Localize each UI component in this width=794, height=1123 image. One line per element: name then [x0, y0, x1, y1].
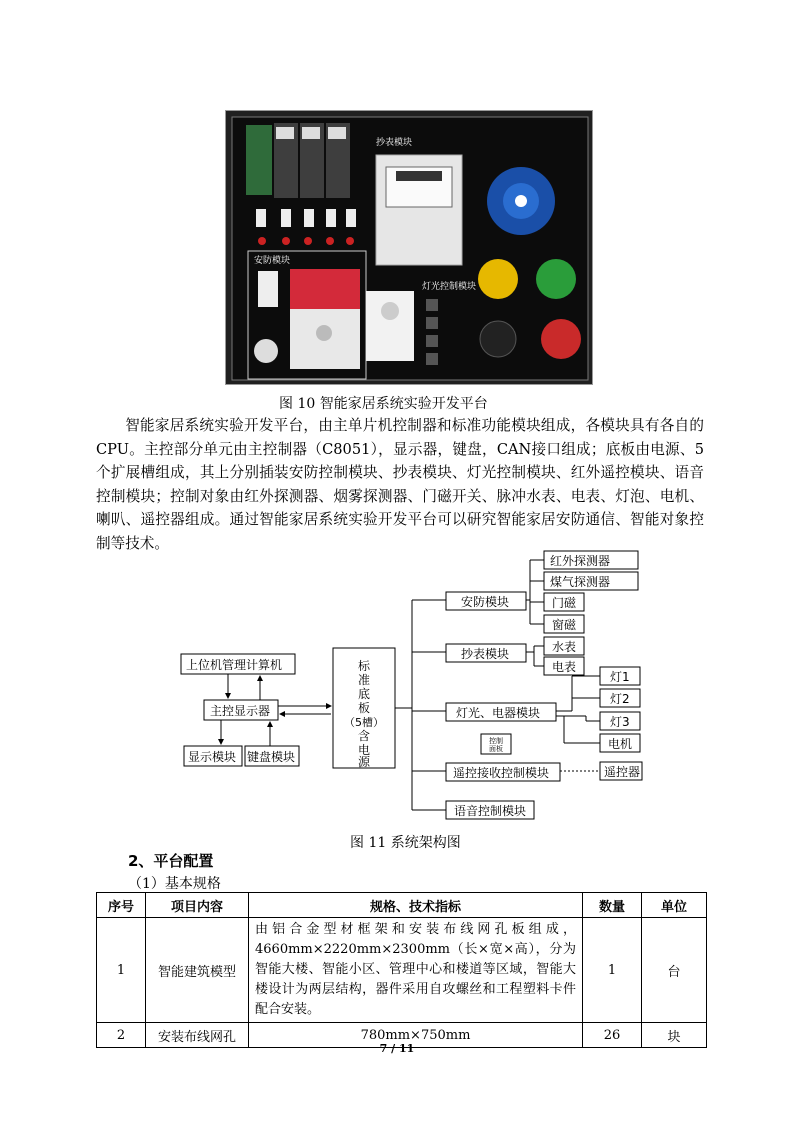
- section-title: 2、平台配置: [128, 852, 214, 870]
- backplane-slots: （5槽）: [344, 716, 384, 729]
- platform-illustration: [226, 111, 593, 385]
- col-header-unit: 单位: [642, 893, 707, 918]
- backplane-char-6: 电: [357, 743, 371, 757]
- backplane-char-0: 标: [357, 659, 371, 673]
- cell-spec: 780mm×750mm: [249, 1023, 583, 1048]
- cell-unit: 台: [642, 918, 707, 1023]
- lamp-3-box: 灯3: [610, 715, 630, 729]
- backplane-char-3: 板: [357, 701, 371, 715]
- table-header-row: [97, 893, 707, 918]
- voice-module-box: 语音控制模块: [454, 804, 527, 818]
- cell-qty: 26: [583, 1023, 642, 1048]
- motor-box: 电机: [608, 737, 633, 751]
- cell-index: 2: [97, 1023, 146, 1048]
- platform-photo: [225, 110, 593, 385]
- gas-detector-box: 煤气探测器: [550, 575, 611, 589]
- cell-unit: 块: [642, 1023, 707, 1048]
- control-panel-line-2: 面板: [489, 745, 503, 753]
- display-module-label: 显示模块: [188, 750, 237, 764]
- system-architecture-diagram: [176, 548, 656, 824]
- figure-10-caption: 图 10 智能家居系统实验开发平台: [279, 396, 488, 412]
- intro-paragraph: 智能家居系统实验开发平台，由主单片机控制器和标准功能模块组成，各模块具有各自的CPU。主控部分单元由主控制器（C8051），显示器，键盘，CAN接口组成；底板由电源、5个扩展槽组成，其上分别插装安防控制模块、抄表模块、灯光控制模块、红外遥控模块、语音控制模块；控制对象由红外探测器、烟雾探测器、门磁开关、脉冲水表、电表、灯泡、电机、喇叭、遥控器组成。通过智能家居系统实验开发平台可以研究智能家居安防通信、智能对象控制等技术。: [96, 417, 704, 552]
- infrared-detector-box: 红外探测器: [550, 554, 611, 568]
- spec-table: [96, 892, 707, 1048]
- backplane-char-1: 准: [357, 673, 371, 687]
- backplane-char-7: 源: [357, 755, 371, 769]
- keyboard-module-label: 键盘模块: [247, 750, 296, 764]
- remote-module-box: 遥控接收控制模块: [453, 766, 550, 780]
- light-module-label: 灯光控制模块: [422, 282, 477, 292]
- col-header-spec: 规格、技术指标: [249, 893, 583, 918]
- cell-item: 安装布线网孔: [146, 1023, 249, 1048]
- meter-module-label: 抄表模块: [376, 138, 413, 148]
- col-header-qty: 数量: [583, 893, 642, 918]
- subsection-title: （1）基本规格: [128, 876, 221, 892]
- lamp-1-box: 灯1: [610, 670, 630, 684]
- meter-module-box: 抄表模块: [461, 647, 510, 661]
- main-display-label: 主控显示器: [210, 704, 271, 718]
- security-module-box: 安防模块: [461, 595, 510, 609]
- backplane-char-2: 底: [357, 687, 371, 701]
- door-sensor-box: 门磁: [552, 596, 577, 610]
- lamp-2-box: 灯2: [610, 692, 630, 706]
- remote-controller-box: 遥控器: [604, 765, 641, 779]
- cell-index: 1: [97, 918, 146, 1023]
- cell-item: 智能建筑模型: [146, 918, 249, 1023]
- window-sensor-box: 窗磁: [552, 618, 577, 632]
- page-number: 7 / 11: [379, 1042, 415, 1055]
- electric-meter-box: 电表: [552, 660, 577, 674]
- light-module-box: 灯光、电器模块: [456, 706, 541, 720]
- security-module-label: 安防模块: [254, 256, 291, 266]
- col-header-index: 序号: [97, 893, 146, 918]
- water-meter-box: 水表: [552, 640, 577, 654]
- table-row: [97, 918, 707, 1023]
- cell-spec: 由铝合金型材框架和安装布线网孔板组成，4660mm×2220mm×2300mm（长×宽×高），分为智能大楼、智能小区、管理中心和楼道等区域，智能大楼设计为两层结构，器件采用自攻螺丝和工程塑料卡件配合安装。: [249, 918, 583, 1023]
- figure-11-caption: 图 11 系统架构图: [350, 835, 461, 851]
- cell-qty: 1: [583, 918, 642, 1023]
- backplane-char-5: 含: [357, 729, 371, 743]
- control-panel-line-1: 控制: [489, 737, 503, 745]
- host-computer-label: 上位机管理计算机: [186, 658, 283, 672]
- col-header-item: 项目内容: [146, 893, 249, 918]
